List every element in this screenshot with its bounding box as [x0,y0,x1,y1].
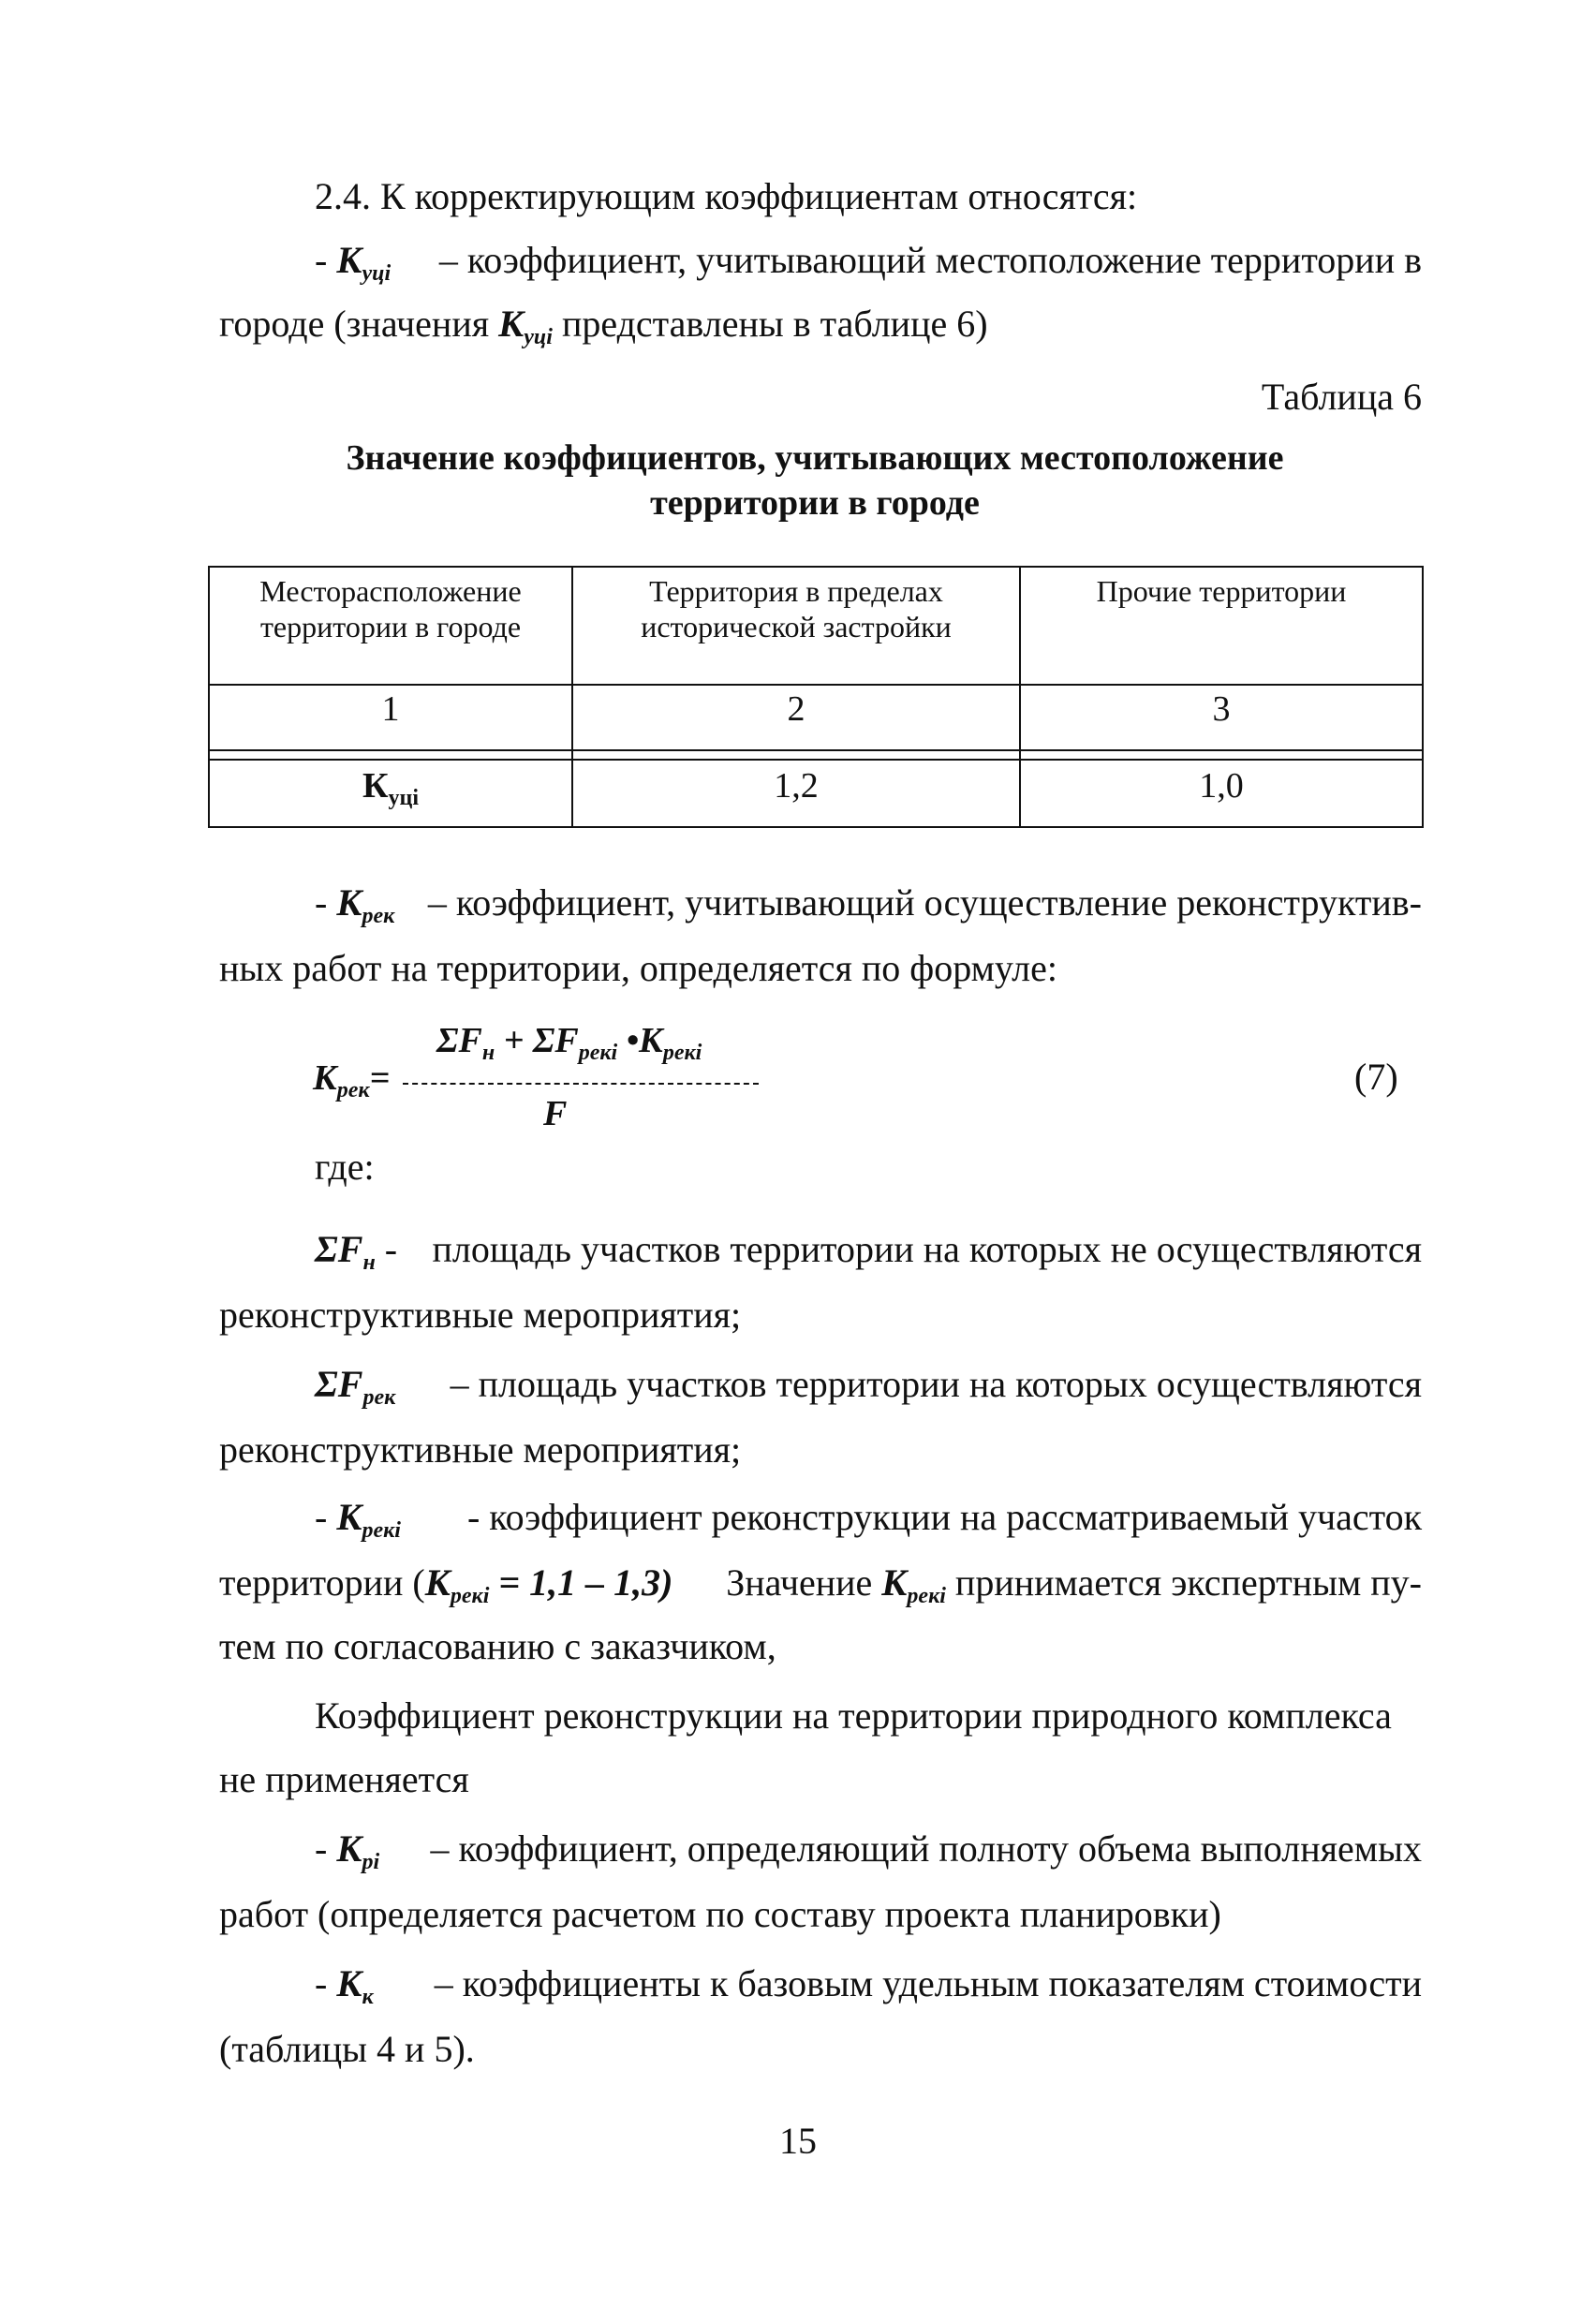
col-number-2: 2 [572,685,1020,750]
kutsi-definition-line2: городе (значения $К_{уці}$ представлены в таблице 6) [219,303,988,349]
where-label: где: [315,1146,375,1188]
formula-lhs: $К_{рек}=$ [313,1058,391,1102]
section-intro: 2.4. К корректирующим коэффициентам относятся: [315,175,1138,217]
kk-definition-line1: - $К_к$ – коэффициенты к базовым удельным показателям стоимости [315,1962,1422,2009]
kutsi-symbol: $К_{уці}$ [336,239,392,286]
col-number-3: 3 [1020,685,1423,750]
table-row [209,760,1423,827]
frek-definition-line1: $\Sigma F_{рек}$ – площадь участков территории на которых осуществляются [315,1363,1422,1410]
table-title-line1: Значение коэффициентов, учитывающих местоположение [346,438,1284,478]
col-number-1: 1 [209,685,572,750]
kk-definition-line2: (таблицы 4 и 5). [219,2028,475,2070]
kpi-definition-line1: - $К_{рі}$ – коэффициент, определяющий полноту объема выполняемых [315,1827,1422,1874]
table-column-numbers-row [209,685,1423,750]
fraction-bar [403,1083,759,1085]
nature-paragraph-line1: Коэффициент реконструкции на территории природного комплекса [315,1694,1392,1737]
header-location: Месторасположение территории в городе [209,567,572,685]
frek-definition-line2: реконструктивные мероприятия; [219,1428,742,1471]
row-label-kutsi: $К_{уці}$ [209,760,572,827]
fn-definition-line2: реконструктивные мероприятия; [219,1294,742,1336]
value-historic: 1,2 [572,760,1020,827]
table-spacer-row [209,750,1423,760]
krek-definition-line2: ных работ на территории, определяется по формуле: [219,947,1057,989]
table-header-row [209,567,1423,685]
kutsi-definition-line1: - $К_{уці}$ – коэффициент, учитывающий местоположение территории в [315,239,1422,286]
kreki-definition-line1: - $К_{рекі}$ - коэффициент реконструкции на рассматриваемый участок [315,1496,1422,1543]
table-label: Таблица 6 [1261,376,1422,418]
header-other: Прочие территории [1020,567,1423,685]
formula-denominator: F [543,1094,568,1133]
kutsi-description: – коэффициент, учитывающий местоположение территории в [438,239,1422,281]
krek-definition-line1: - $К_{рек}$ – коэффициент, учитывающий осуществление реконструктив- [315,881,1422,928]
fn-definition-line1: $\Sigma F_н$ - площадь участков территории на которых не осуществляются [315,1228,1422,1275]
kreki-definition-line3: тем по согласованию с заказчиком, [219,1625,776,1667]
nature-paragraph-line2: не применяется [219,1758,469,1800]
formula-numerator: $\Sigma F_н + \Sigma F_{рекі}$ $•К_{рекі}$ [436,1021,702,1065]
table-title-line2: территории в городе [650,483,980,523]
kreki-definition-line2: территории $(К_{рекі} = 1,1 - 1,3)$ Значение $К_{рекі}$ принимается экспертным пу- [219,1561,1422,1608]
value-other: 1,0 [1020,760,1423,827]
kpi-definition-line2: работ (определяется расчетом по составу проекта планировки) [219,1893,1221,1935]
header-historic: Территория в пределах исторической застройки [572,567,1020,685]
page-number: 15 [779,2120,817,2162]
formula-number: (7) [1354,1056,1398,1098]
coefficient-table [208,566,1424,828]
